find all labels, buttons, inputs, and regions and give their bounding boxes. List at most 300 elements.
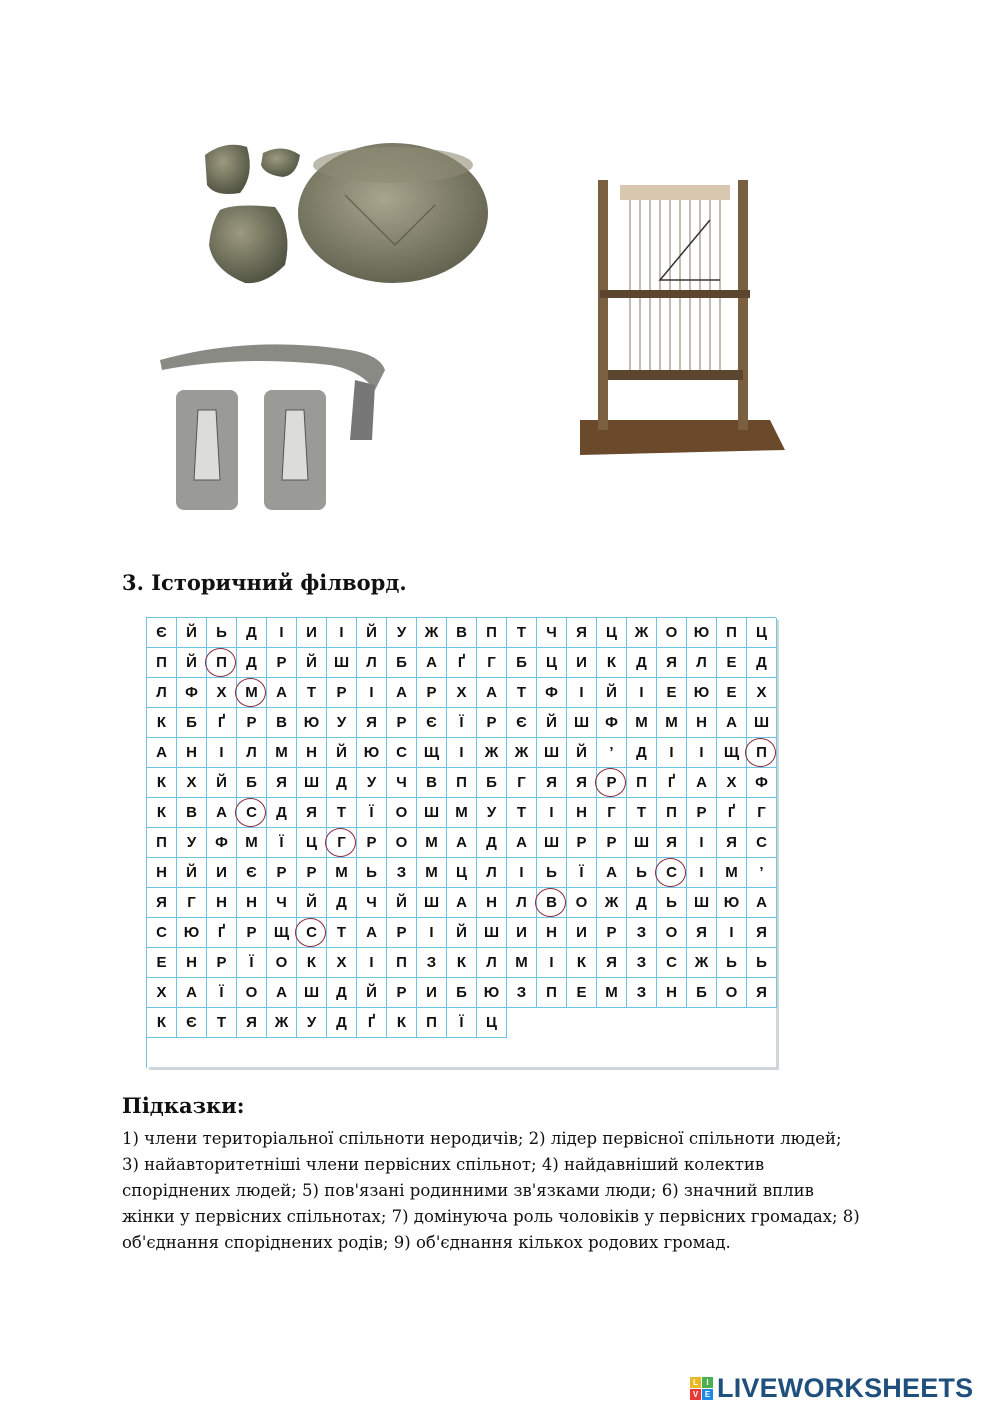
grid-cell[interactable]: Ь [717,948,747,978]
grid-cell[interactable]: Я [567,618,597,648]
grid-cell[interactable]: М [417,828,447,858]
section-title: 3. Історичний філворд. [122,570,407,595]
grid-cell[interactable]: Л [477,858,507,888]
grid-cell[interactable]: Н [177,948,207,978]
grid-cell[interactable]: Ш [747,708,777,738]
brand-name: LIVEWORKSHEETS [717,1372,974,1403]
grid-cell[interactable]: А [507,828,537,858]
grid-cell[interactable]: Д [627,738,657,768]
grid-cell[interactable]: Д [747,648,777,678]
grid-cell[interactable]: А [747,888,777,918]
grid-cell[interactable]: Ф [207,828,237,858]
grid-cell[interactable]: І [507,858,537,888]
grid-cell[interactable]: Щ [417,738,447,768]
grid-cell[interactable]: Р [387,978,417,1008]
grid-cell[interactable]: Ш [297,768,327,798]
grid-cell[interactable]: Й [537,708,567,738]
grid-cell[interactable]: Ї [447,708,477,738]
grid-cell[interactable]: Ф [747,768,777,798]
grid-cell[interactable]: Є [147,618,177,648]
grid-cell[interactable]: Я [357,708,387,738]
grid-cell[interactable]: М [447,798,477,828]
grid-cell[interactable]: И [567,648,597,678]
grid-cell[interactable]: Т [327,918,357,948]
grid-cell[interactable]: Я [267,768,297,798]
grid-cell[interactable]: Є [237,858,267,888]
grid-cell[interactable]: Ч [537,618,567,648]
grid-cell[interactable]: А [477,678,507,708]
grid-cell[interactable]: Є [507,708,537,738]
grid-cell[interactable]: Т [207,1008,237,1038]
grid-cell[interactable]: Ї [207,978,237,1008]
grid-cell[interactable]: Г [507,768,537,798]
grid-cell[interactable]: У [387,618,417,648]
grid-cell[interactable]: І [687,738,717,768]
grid-cell[interactable]: Р [597,828,627,858]
grid-cell[interactable]: О [567,888,597,918]
grid-cell[interactable]: Я [687,918,717,948]
grid-cell[interactable]: Ю [357,738,387,768]
grid-cell[interactable]: А [207,798,237,828]
grid-cell[interactable]: О [657,618,687,648]
grid-cell[interactable]: Т [507,618,537,648]
grid-cell[interactable]: С [747,828,777,858]
grid-cell[interactable]: А [447,888,477,918]
grid-cell[interactable]: Л [147,678,177,708]
grid-cell[interactable]: Я [747,918,777,948]
grid-cell[interactable]: В [447,618,477,648]
grid-cell[interactable]: Ц [747,618,777,648]
grid-cell[interactable]: У [357,768,387,798]
grid-cell[interactable]: Ш [327,648,357,678]
grid-cell-circled[interactable]: С [657,858,687,888]
grid-cell[interactable]: Д [267,798,297,828]
grid-cell[interactable]: А [267,678,297,708]
grid-cell[interactable]: Я [537,768,567,798]
brand-logo-tile: I [702,1377,713,1388]
brand-logo-tile: L [690,1377,701,1388]
grid-cell[interactable]: Я [567,768,597,798]
grid-cell[interactable]: У [477,798,507,828]
grid-cell[interactable]: І [447,738,477,768]
grid-cell[interactable]: И [207,858,237,888]
brand-logo-tile: V [690,1389,701,1400]
grid-cell[interactable]: М [237,828,267,858]
grid-cell[interactable]: І [537,948,567,978]
grid-cell[interactable]: А [267,978,297,1008]
grid-cell[interactable]: Н [237,888,267,918]
grid-cell[interactable]: О [387,798,417,828]
grid-cell[interactable]: Н [657,978,687,1008]
grid-cell-circled[interactable]: С [297,918,327,948]
grid-cell[interactable]: Н [567,798,597,828]
grid-cell[interactable]: Б [447,978,477,1008]
grid-cell[interactable]: Ш [537,738,567,768]
grid-cell-circled[interactable]: В [537,888,567,918]
grid-cell[interactable]: Р [267,858,297,888]
grid-cell[interactable]: М [597,978,627,1008]
grid-cell[interactable]: А [687,768,717,798]
grid-cell[interactable]: Л [357,648,387,678]
grid-cell[interactable]: Д [627,888,657,918]
grid-cell[interactable]: Ш [417,888,447,918]
grid-cell[interactable]: М [717,858,747,888]
grid-cell[interactable]: Є [417,708,447,738]
grid-cell[interactable]: Й [447,918,477,948]
grid-cell[interactable]: К [147,708,177,738]
grid-cell[interactable]: Е [567,978,597,1008]
grid-cell[interactable]: П [657,798,687,828]
grid-cell[interactable]: Г [477,648,507,678]
grid-cell[interactable]: Ш [477,918,507,948]
grid-cell[interactable]: Е [717,648,747,678]
grid-cell[interactable]: П [477,618,507,648]
grid-cell[interactable]: Й [387,888,417,918]
grid-cell[interactable]: Ї [357,798,387,828]
grid-cell[interactable]: П [147,648,177,678]
grid-cell[interactable]: Д [327,888,357,918]
grid-cell[interactable]: Х [147,978,177,1008]
grid-cell[interactable]: Р [207,948,237,978]
grid-cell-circled[interactable]: П [207,648,237,678]
grid-cell[interactable]: П [717,618,747,648]
grid-cell[interactable]: Т [627,798,657,828]
brand-logo-icon [690,1377,713,1400]
grid-cell[interactable]: Ґ [657,768,687,798]
grid-cell[interactable]: Й [357,978,387,1008]
grid-cell[interactable]: Ш [537,828,567,858]
grid-cell[interactable]: Р [387,918,417,948]
brand-logo-tile: E [702,1389,713,1400]
grid-cell[interactable]: О [267,948,297,978]
grid-cell[interactable]: Б [237,768,267,798]
grid-cell[interactable]: П [147,828,177,858]
grid-cell[interactable]: Н [687,708,717,738]
grid-cell[interactable]: І [357,948,387,978]
grid-cell[interactable]: К [297,948,327,978]
grid-cell[interactable]: Ж [267,1008,297,1038]
grid-cell[interactable]: Р [477,708,507,738]
grid-cell[interactable]: В [177,798,207,828]
grid-cell[interactable]: Н [537,918,567,948]
grid-cell[interactable]: З [507,978,537,1008]
grid-cell[interactable]: Ф [177,678,207,708]
grid-cell[interactable]: Х [207,678,237,708]
grid-cell[interactable]: В [267,708,297,738]
grid-cell[interactable]: И [567,918,597,948]
grid-cell[interactable]: Ш [297,978,327,1008]
grid-cell[interactable]: В [417,768,447,798]
grid-cell[interactable]: І [537,798,567,828]
grid-cell[interactable]: С [147,918,177,948]
loom-image [560,120,800,520]
grid-cell[interactable]: Х [327,948,357,978]
grid-cell[interactable]: Е [717,678,747,708]
grid-cell[interactable]: Й [177,618,207,648]
grid-cell[interactable]: К [147,798,177,828]
grid-cell[interactable]: Ф [537,678,567,708]
grid-cell[interactable]: Ґ [207,708,237,738]
grid-cell[interactable]: І [627,678,657,708]
grid-cell[interactable]: Ж [417,618,447,648]
grid-cell[interactable]: Р [687,798,717,828]
grid-cell[interactable]: М [417,858,447,888]
grid-cell[interactable]: Р [597,918,627,948]
grid-cell[interactable]: У [297,1008,327,1038]
grid-cell[interactable]: А [387,678,417,708]
grid-cell[interactable]: Я [147,888,177,918]
grid-cell[interactable]: Ж [597,888,627,918]
grid-cell-circled[interactable]: С [237,798,267,828]
grid-cell[interactable]: Ж [507,738,537,768]
grid-cell[interactable]: А [597,858,627,888]
grid-cell[interactable]: І [657,738,687,768]
grid-cell[interactable]: Н [297,738,327,768]
grid-cell[interactable]: Ж [687,948,717,978]
grid-cell-circled[interactable]: Р [597,768,627,798]
grid-cell[interactable]: Ц [597,618,627,648]
grid-cell[interactable]: Т [507,798,537,828]
grid-cell[interactable]: З [627,978,657,1008]
grid-cell[interactable]: Й [177,648,207,678]
grid-cell[interactable]: Ц [297,828,327,858]
grid-cell[interactable]: П [387,948,417,978]
grid-cell[interactable]: Ь [537,858,567,888]
grid-cell[interactable]: Я [657,828,687,858]
grid-cell[interactable]: Й [597,678,627,708]
grid-cell[interactable]: Я [297,798,327,828]
grid-cell[interactable]: Д [327,978,357,1008]
grid-cell[interactable]: А [417,648,447,678]
grid-cell[interactable]: ’ [747,858,777,888]
grid-cell[interactable]: К [387,1008,417,1038]
grid-cell[interactable]: Ш [627,828,657,858]
grid-cell[interactable]: Ц [447,858,477,888]
grid-cell[interactable]: М [267,738,297,768]
grid-cell[interactable]: М [657,708,687,738]
grid-cell[interactable]: Ю [687,678,717,708]
grid-cell[interactable]: Ж [477,738,507,768]
grid-cell[interactable]: Х [717,768,747,798]
grid-cell[interactable]: Ї [237,948,267,978]
grid-cell[interactable]: Й [297,888,327,918]
grid-cell[interactable]: Р [327,678,357,708]
pottery-image [195,135,495,315]
grid-cell[interactable]: Ь [357,858,387,888]
grid-cell[interactable]: І [687,828,717,858]
grid-cell[interactable]: И [417,978,447,1008]
grid-cell[interactable]: Р [237,708,267,738]
grid-cell[interactable]: Г [597,798,627,828]
grid-cell[interactable]: Х [177,768,207,798]
grid-cell[interactable]: Ш [687,888,717,918]
grid-cell[interactable]: І [207,738,237,768]
grid-cell[interactable]: Й [327,738,357,768]
grid-cell[interactable]: Л [477,948,507,978]
grid-cell[interactable]: Ц [537,648,567,678]
grid-cell[interactable]: Т [507,678,537,708]
hints-text: 1) члени територіальної спільноти неродичів; 2) лідер первісної спільноти людей; 3) найавторитетніші члени первісних спільнот; 4) найдавніший колектив споріднених людей; 5) пов'язані родинними зв'язками люди; 6) значний вплив жінки у первісних спільнотах; 7) домінуюча роль чоловіків у первісних громадах; 8) об'єднання споріднених родів; 9) об'єднання кількох родових громад. [122,1129,860,1252]
grid-cell-circled[interactable]: П [747,738,777,768]
grid-cell[interactable]: Й [207,768,237,798]
grid-cell[interactable]: Б [387,648,417,678]
grid-cell[interactable]: Ч [387,768,417,798]
grid-cell-circled[interactable]: М [237,678,267,708]
grid-cell[interactable]: І [417,918,447,948]
grid-cell[interactable]: Ц [477,1008,507,1038]
grid-cell[interactable]: Р [237,918,267,948]
grid-cell[interactable]: І [567,678,597,708]
grid-cell[interactable]: А [177,978,207,1008]
grid-cell[interactable]: Д [237,618,267,648]
grid-cell[interactable]: Ю [687,618,717,648]
grid-cell[interactable]: Р [267,648,297,678]
grid-cell[interactable]: Л [507,888,537,918]
grid-cell[interactable]: Р [567,828,597,858]
grid-cell[interactable]: Щ [267,918,297,948]
grid-cell-circled[interactable]: Г [327,828,357,858]
grid-cell[interactable]: Ч [357,888,387,918]
grid-cell[interactable]: Ь [627,858,657,888]
grid-cell[interactable]: Ї [447,1008,477,1038]
grid-cell[interactable]: Р [417,678,447,708]
grid-cell[interactable]: Ш [417,798,447,828]
grid-cell[interactable]: Ж [627,618,657,648]
grid-cell[interactable]: Я [747,978,777,1008]
grid-cell[interactable]: А [147,738,177,768]
grid-cell[interactable]: С [657,948,687,978]
grid-cell[interactable]: Ш [567,708,597,738]
grid-cell[interactable]: Р [297,858,327,888]
grid-cell[interactable]: З [387,858,417,888]
grid-cell[interactable]: Я [237,1008,267,1038]
grid-cell[interactable]: Я [597,948,627,978]
grid-cell[interactable]: Ь [657,888,687,918]
grid-cell[interactable]: Д [237,648,267,678]
grid-cell[interactable]: М [327,858,357,888]
grid-cell[interactable]: И [297,618,327,648]
grid-cell[interactable]: А [447,828,477,858]
grid-cell[interactable]: У [327,708,357,738]
grid-cell[interactable]: З [627,918,657,948]
grid-cell[interactable]: О [657,918,687,948]
grid-cell[interactable]: Ю [297,708,327,738]
grid-cell[interactable]: Х [747,678,777,708]
tools-image [150,330,420,520]
grid-cell[interactable]: І [267,618,297,648]
grid-cell[interactable]: Я [657,648,687,678]
grid-cell[interactable]: О [387,828,417,858]
grid-cell[interactable]: Ю [717,888,747,918]
grid-cell[interactable]: Н [177,738,207,768]
grid-cell[interactable]: С [387,738,417,768]
grid-cell[interactable]: Й [177,858,207,888]
grid-cell[interactable]: І [357,678,387,708]
grid-cell[interactable]: Й [297,648,327,678]
grid-cell[interactable]: Ґ [447,648,477,678]
grid-cell[interactable]: Щ [717,738,747,768]
grid-cell[interactable]: Л [687,648,717,678]
grid-cell[interactable]: Е [147,948,177,978]
grid-cell[interactable]: Ґ [357,1008,387,1038]
grid-cell[interactable]: Т [327,798,357,828]
grid-cell[interactable]: Н [207,888,237,918]
grid-cell[interactable]: Й [357,618,387,648]
grid-cell[interactable]: Б [687,978,717,1008]
grid-cell[interactable]: П [537,978,567,1008]
word-search-grid [146,617,776,1067]
grid-cell[interactable]: Ї [567,858,597,888]
grid-cells [146,617,776,1068]
grid-cell[interactable]: ’ [597,738,627,768]
grid-cell[interactable]: Я [717,828,747,858]
grid-cell[interactable]: Є [177,1008,207,1038]
grid-cell[interactable]: Т [297,678,327,708]
grid-cell[interactable]: Л [237,738,267,768]
hints-title: Підказки: [122,1093,245,1118]
grid-cell[interactable]: П [417,1008,447,1038]
grid-cell[interactable]: Ю [477,978,507,1008]
grid-cell[interactable]: Ь [207,618,237,648]
grid-cell[interactable]: М [627,708,657,738]
grid-cell[interactable]: У [177,828,207,858]
grid-cell[interactable]: Й [567,738,597,768]
grid-cell[interactable]: Ю [177,918,207,948]
grid-cell[interactable]: П [447,768,477,798]
grid-cell[interactable]: Ґ [207,918,237,948]
grid-cell[interactable]: Б [177,708,207,738]
grid-cell[interactable]: И [507,918,537,948]
grid-cell[interactable]: Р [387,708,417,738]
grid-cell[interactable]: О [237,978,267,1008]
grid-cell[interactable]: П [627,768,657,798]
grid-cell[interactable]: Ґ [717,798,747,828]
grid-cell[interactable]: К [147,768,177,798]
grid-cell[interactable]: Б [477,768,507,798]
grid-cell[interactable]: Е [657,678,687,708]
grid-cell[interactable]: І [717,918,747,948]
grid-cell[interactable]: М [507,948,537,978]
grid-cell[interactable]: О [717,978,747,1008]
grid-cell[interactable]: Ч [267,888,297,918]
grid-cell[interactable]: Х [447,678,477,708]
grid-cell[interactable]: З [627,948,657,978]
grid-cell[interactable]: Н [477,888,507,918]
grid-cell[interactable]: Г [747,798,777,828]
grid-cell[interactable]: Б [507,648,537,678]
grid-cell[interactable]: Н [147,858,177,888]
grid-cell[interactable]: К [447,948,477,978]
grid-cell[interactable]: Ї [267,828,297,858]
grid-cell[interactable]: Ф [597,708,627,738]
liveworksheets-brand[interactable] [690,1372,973,1404]
grid-cell[interactable]: З [417,948,447,978]
grid-cell[interactable]: Р [357,828,387,858]
grid-cell[interactable]: Д [627,648,657,678]
grid-cell[interactable]: Д [327,1008,357,1038]
grid-cell[interactable]: А [357,918,387,948]
grid-cell[interactable]: К [567,948,597,978]
grid-cell[interactable]: І [327,618,357,648]
grid-cell[interactable]: Д [327,768,357,798]
grid-cell[interactable]: Ь [747,948,777,978]
grid-cell[interactable]: І [687,858,717,888]
grid-cell[interactable]: К [147,1008,177,1038]
grid-cell[interactable]: Г [177,888,207,918]
grid-cell[interactable]: А [717,708,747,738]
grid-cell[interactable]: Д [477,828,507,858]
grid-cell[interactable]: К [597,648,627,678]
